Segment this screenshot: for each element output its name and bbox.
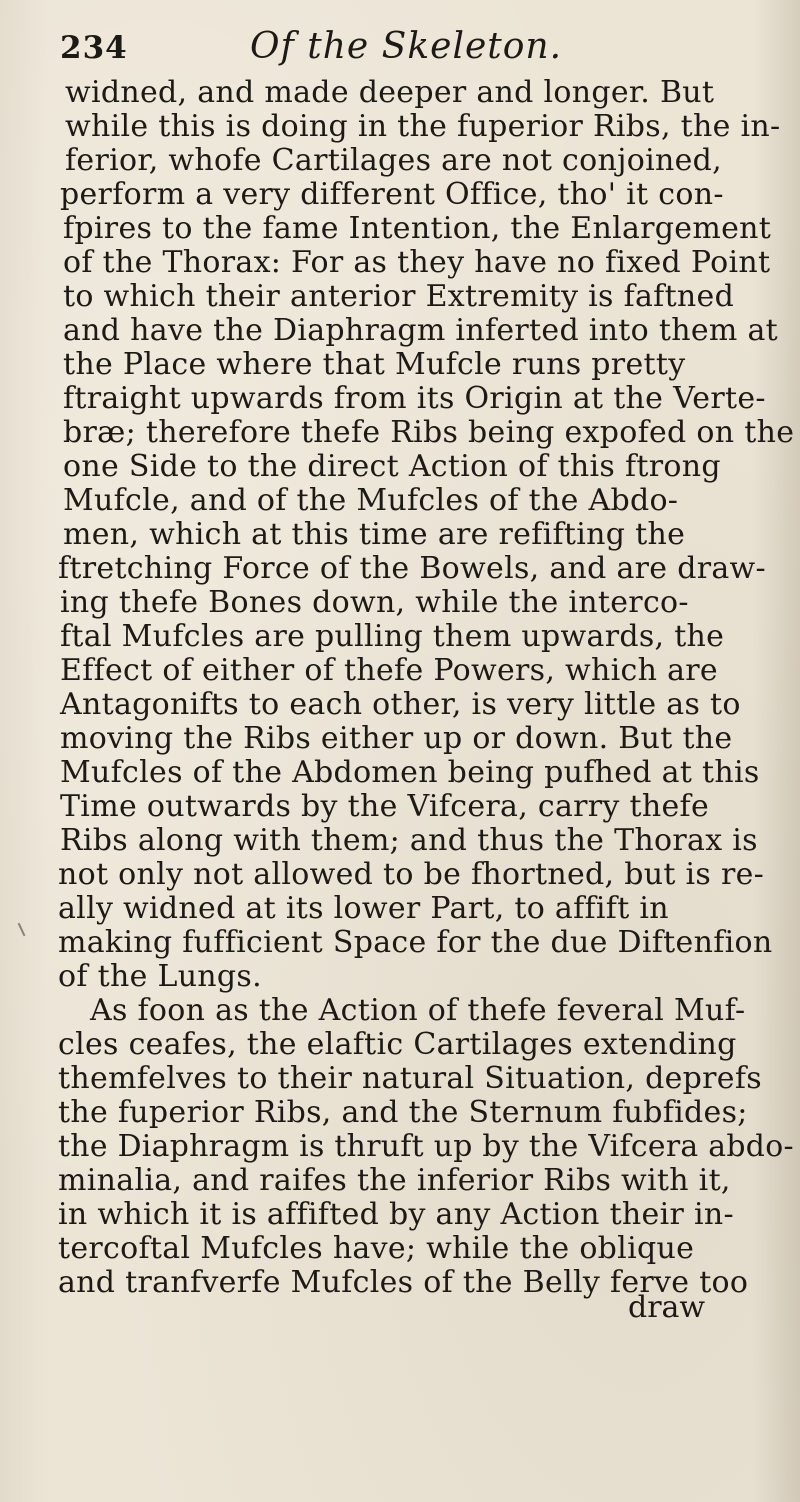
text-line: ing thefe Bones down, while the interco- (60, 585, 689, 620)
text-line: ftretching Force of the Bowels, and are draw- (58, 551, 766, 586)
catchword: draw (628, 1290, 706, 1325)
text-line: Mufcle, and of the Mufcles of the Abdo- (63, 483, 679, 518)
text-line: the Diaphragm is thruft up by the Vifcera abdo- (58, 1129, 794, 1164)
text-line: men, which at this time are refifting the (63, 517, 686, 552)
text-line: perform a very different Office, tho' it con- (60, 177, 724, 212)
text-line: one Side to the direct Action of this ftrong (63, 449, 721, 484)
text-line: of the Lungs. (58, 959, 262, 994)
text-line: fpires to the fame Intention, the Enlargement (63, 211, 772, 246)
text-line: the Place where that Mufcle runs pretty (63, 347, 686, 382)
text-line: ferior, whofe Cartilages are not conjoined, (65, 143, 722, 178)
text-line: of the Thorax: For as they have no fixed Point (63, 245, 771, 280)
text-line: widned, and made deeper and longer. But (65, 75, 715, 110)
text-line: themfelves to their natural Situation, deprefs (58, 1061, 762, 1096)
page-header (60, 16, 800, 72)
text-line: and tranfverfe Mufcles of the Belly ferve too (58, 1265, 749, 1300)
text-line: As foon as the Action of thefe feveral Muf- (90, 993, 746, 1028)
text-line: and have the Diaphragm inferted into them at (63, 313, 779, 348)
text-line: Mufcles of the Abdomen being pufhed at this (60, 755, 760, 790)
text-line: Antagonifts to each other, is very little as to (60, 687, 741, 722)
text-line: minalia, and raifes the inferior Ribs with it, (58, 1163, 731, 1198)
text-line: in which it is affifted by any Action their in- (58, 1197, 734, 1232)
running-title: Of the Skeleton. (250, 26, 563, 67)
text-line: moving the Ribs either up or down. But the (60, 721, 733, 756)
text-line: while this is doing in the fuperior Ribs, the in- (65, 109, 781, 144)
text-line: tercoftal Mufcles have; while the oblique (58, 1231, 695, 1266)
text-line: the fuperior Ribs, and the Sternum fubfides; (58, 1095, 748, 1130)
page-number: 234 (60, 30, 128, 66)
text-line: Ribs along with them; and thus the Thorax is (60, 823, 758, 858)
text-line: ftraight upwards from its Origin at the Verte- (63, 381, 766, 416)
text-line: ally widned at its lower Part, to affift in (58, 891, 669, 926)
text-line: ftal Mufcles are pulling them upwards, the (60, 619, 725, 654)
text-line: Time outwards by the Vifcera, carry thefe (60, 789, 710, 824)
text-line: cles ceafes, the elaftic Cartilages extending (58, 1027, 737, 1062)
text-line: Effect of either of thefe Powers, which are (60, 653, 718, 688)
margin-mark (18, 918, 37, 937)
text-line: making fufficient Space for the due Diftenfion (58, 925, 773, 960)
text-line: not only not allowed to be fhortned, but is re- (58, 857, 765, 892)
text-line: bræ; therefore thefe Ribs being expofed on the (63, 415, 795, 450)
text-line: to which their anterior Extremity is faftned (63, 279, 735, 314)
